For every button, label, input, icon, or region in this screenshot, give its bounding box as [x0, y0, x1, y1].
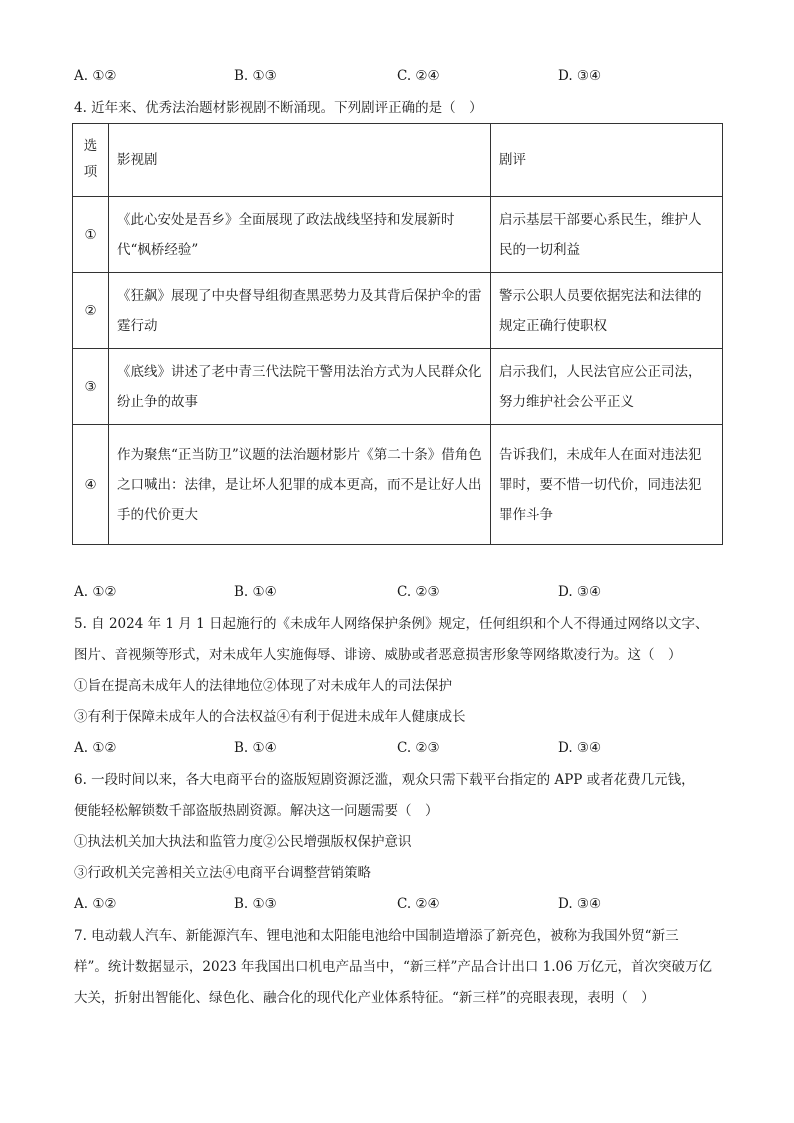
table-row [73, 425, 723, 545]
q7-stem-line1: 7. 电动载人汽车、新能源汽车、锂电池和太阳能电池给中国制造增添了新亮色，被称为我国外贸“新三 [74, 928, 679, 944]
header-review: 剧评 [491, 124, 723, 197]
row-number: ④ [73, 425, 109, 545]
row-number: ① [73, 197, 109, 273]
header-work: 影视剧 [109, 124, 491, 197]
q4-stem: 4. 近年来、优秀法治题材影视剧不断涌现。下列剧评正确的是（ ） [74, 100, 483, 116]
q5-stem-line1: 5. 自 2024 年 1 月 1 日起施行的《未成年人网络保护条例》规定，任何组织和个人不得通过网络以文字、 [74, 616, 709, 632]
q6-option-c[interactable]: C. ②④ [397, 896, 440, 912]
row-review: 启示基层干部要心系民生，维护人民的一切利益 [491, 197, 723, 273]
q3-option-d[interactable]: D. ③④ [558, 68, 602, 84]
table-row [73, 197, 723, 273]
q4-options [74, 582, 734, 602]
q3-option-c[interactable]: C. ②④ [397, 68, 440, 84]
q6-choices-line1: ①执法机关加大执法和监管力度②公民增强版权保护意识 [74, 834, 412, 850]
q4-option-a[interactable]: A. ①② [74, 584, 117, 600]
q5-choices-line2: ③有利于保障未成年人的合法权益④有利于促进未成年人健康成长 [74, 709, 466, 725]
q7-stem-line2: 样”。统计数据显示，2023 年我国出口机电产品当中，“新三样”产品合计出口 1.06 万亿元，首次突破万亿 [74, 959, 712, 975]
row-number: ② [73, 273, 109, 349]
q6-choices-line2: ③行政机关完善相关立法④电商平台调整营销策略 [74, 865, 371, 881]
q4-table-header [73, 124, 723, 197]
q5-option-b[interactable]: B. ①④ [234, 740, 277, 756]
q5-option-d[interactable]: D. ③④ [558, 740, 602, 756]
q4-table [72, 123, 723, 545]
q6-option-d[interactable]: D. ③④ [558, 896, 602, 912]
q4-option-d[interactable]: D. ③④ [558, 584, 602, 600]
q4-option-b[interactable]: B. ①④ [234, 584, 277, 600]
q6-option-a[interactable]: A. ①② [74, 896, 117, 912]
q6-options [74, 894, 734, 914]
q3-option-b[interactable]: B. ①③ [234, 68, 277, 84]
row-work: 作为聚焦“正当防卫”议题的法治题材影片《第二十条》借角色之口喊出：法律，是让坏人犯罪的成本更高，而不是让好人出手的代价更大 [109, 425, 491, 545]
q5-option-c[interactable]: C. ②③ [397, 740, 440, 756]
q6-option-b[interactable]: B. ①③ [234, 896, 277, 912]
row-work: 《此心安处是吾乡》全面展现了政法战线坚持和发展新时代“枫桥经验” [109, 197, 491, 273]
q6-stem-line2: 便能轻松解锁数千部盗版热剧资源。解决这一问题需要（ ） [74, 803, 439, 819]
q5-option-a[interactable]: A. ①② [74, 740, 117, 756]
header-option: 选项 [73, 124, 109, 197]
table-row [73, 273, 723, 349]
row-number: ③ [73, 349, 109, 425]
q3-option-a[interactable]: A. ①② [74, 68, 117, 84]
row-work: 《狂飙》展现了中央督导组彻查黑恶势力及其背后保护伞的雷霆行动 [109, 273, 491, 349]
row-review: 告诉我们，未成年人在面对违法犯罪时，要不惜一切代价，同违法犯罪作斗争 [491, 425, 723, 545]
q7-stem-line3: 大关，折射出智能化、绿色化、融合化的现代化产业体系特征。“新三样”的亮眼表现，表明（ ） [74, 990, 655, 1006]
q5-stem-line2: 图片、音视频等形式，对未成年人实施侮辱、诽谤、威胁或者恶意损害形象等网络欺凌行为。这（ ） [74, 647, 682, 663]
q5-options [74, 738, 734, 758]
q5-choices-line1: ①旨在提高未成年人的法律地位②体现了对未成年人的司法保护 [74, 678, 452, 694]
row-work: 《底线》讲述了老中青三代法院干警用法治方式为人民群众化纷止争的故事 [109, 349, 491, 425]
row-review: 警示公职人员要依据宪法和法律的规定正确行使职权 [491, 273, 723, 349]
q4-option-c[interactable]: C. ②③ [397, 584, 440, 600]
q6-stem-line1: 6. 一段时间以来，各大电商平台的盗版短剧资源泛滥，观众只需下载平台指定的 APP 或者花费几元钱， [74, 772, 695, 788]
row-review: 启示我们，人民法官应公正司法，努力维护社会公平正义 [491, 349, 723, 425]
q3-options [74, 66, 734, 86]
table-row [73, 349, 723, 425]
